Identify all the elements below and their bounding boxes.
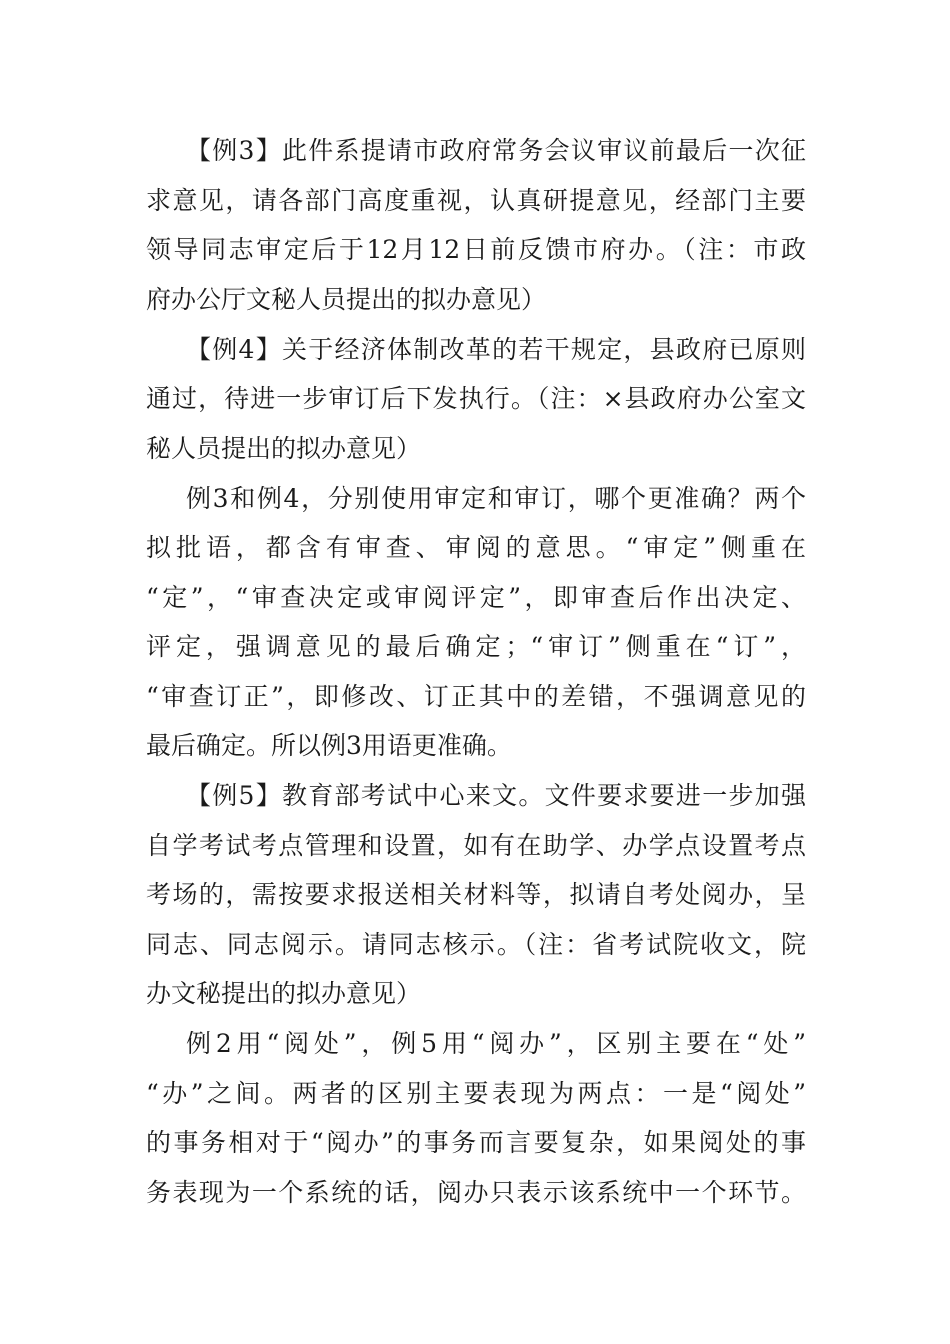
paragraph-line: 【例4】关于经济体制改革的若干规定，县政府已原则: [186, 335, 806, 364]
paragraph-line: 【例3】此件系提请市政府常务会议审议前最后一次征: [186, 136, 806, 165]
paragraph-line: 求意见，请各部门高度重视，认真研提意见，经部门主要: [146, 186, 806, 215]
paragraph-line: “办”之间。两者的区别主要表现为两点：一是“阅处”: [146, 1079, 806, 1108]
paragraph-line: 考场的，需按要求报送相关材料等，拟请自考处阅办，呈: [146, 880, 806, 909]
paragraph-line: 评定，强调意见的最后确定；“审订”侧重在“订”，: [146, 632, 806, 661]
paragraph-line: 例3和例4，分别使用审定和审订，哪个更准确？两个: [186, 484, 806, 513]
paragraph-line: 的事务相对于“阅办”的事务而言要复杂，如果阅处的事: [146, 1128, 806, 1157]
paragraph-line: 领导同志审定后于12月12日前反馈市府办。（注：市政: [146, 235, 806, 264]
paragraph-line: “审查订正”，即修改、订正其中的差错，不强调意见的: [146, 682, 806, 711]
paragraph-line: “定”，“审查决定或审阅评定”，即审查后作出决定、: [146, 583, 806, 612]
paragraph-line: 府办公厅文秘人员提出的拟办意见）: [146, 285, 547, 314]
paragraph-line: 办文秘提出的拟办意见）: [146, 979, 422, 1008]
paragraph-line: 同志、同志阅示。请同志核示。（注：省考试院收文，院: [146, 930, 806, 959]
paragraph-line: 例2用“阅处”，例5用“阅办”，区别主要在“处”: [186, 1029, 806, 1058]
paragraph-line: 务表现为一个系统的话，阅办只表示该系统中一个环节。: [146, 1178, 806, 1207]
paragraph-line: 【例5】教育部考试中心来文。文件要求要进一步加强: [186, 781, 806, 810]
paragraph-line: 通过，待进一步审订后下发执行。（注：×县政府办公室文: [146, 384, 806, 413]
paragraph-line: 最后确定。所以例3用语更准确。: [146, 731, 512, 760]
paragraph-line: 拟批语，都含有审查、审阅的意思。“审定”侧重在: [146, 533, 806, 562]
paragraph-line: 秘人员提出的拟办意见）: [146, 434, 422, 463]
paragraph-line: 自学考试考点管理和设置，如有在助学、办学点设置考点: [146, 831, 806, 860]
